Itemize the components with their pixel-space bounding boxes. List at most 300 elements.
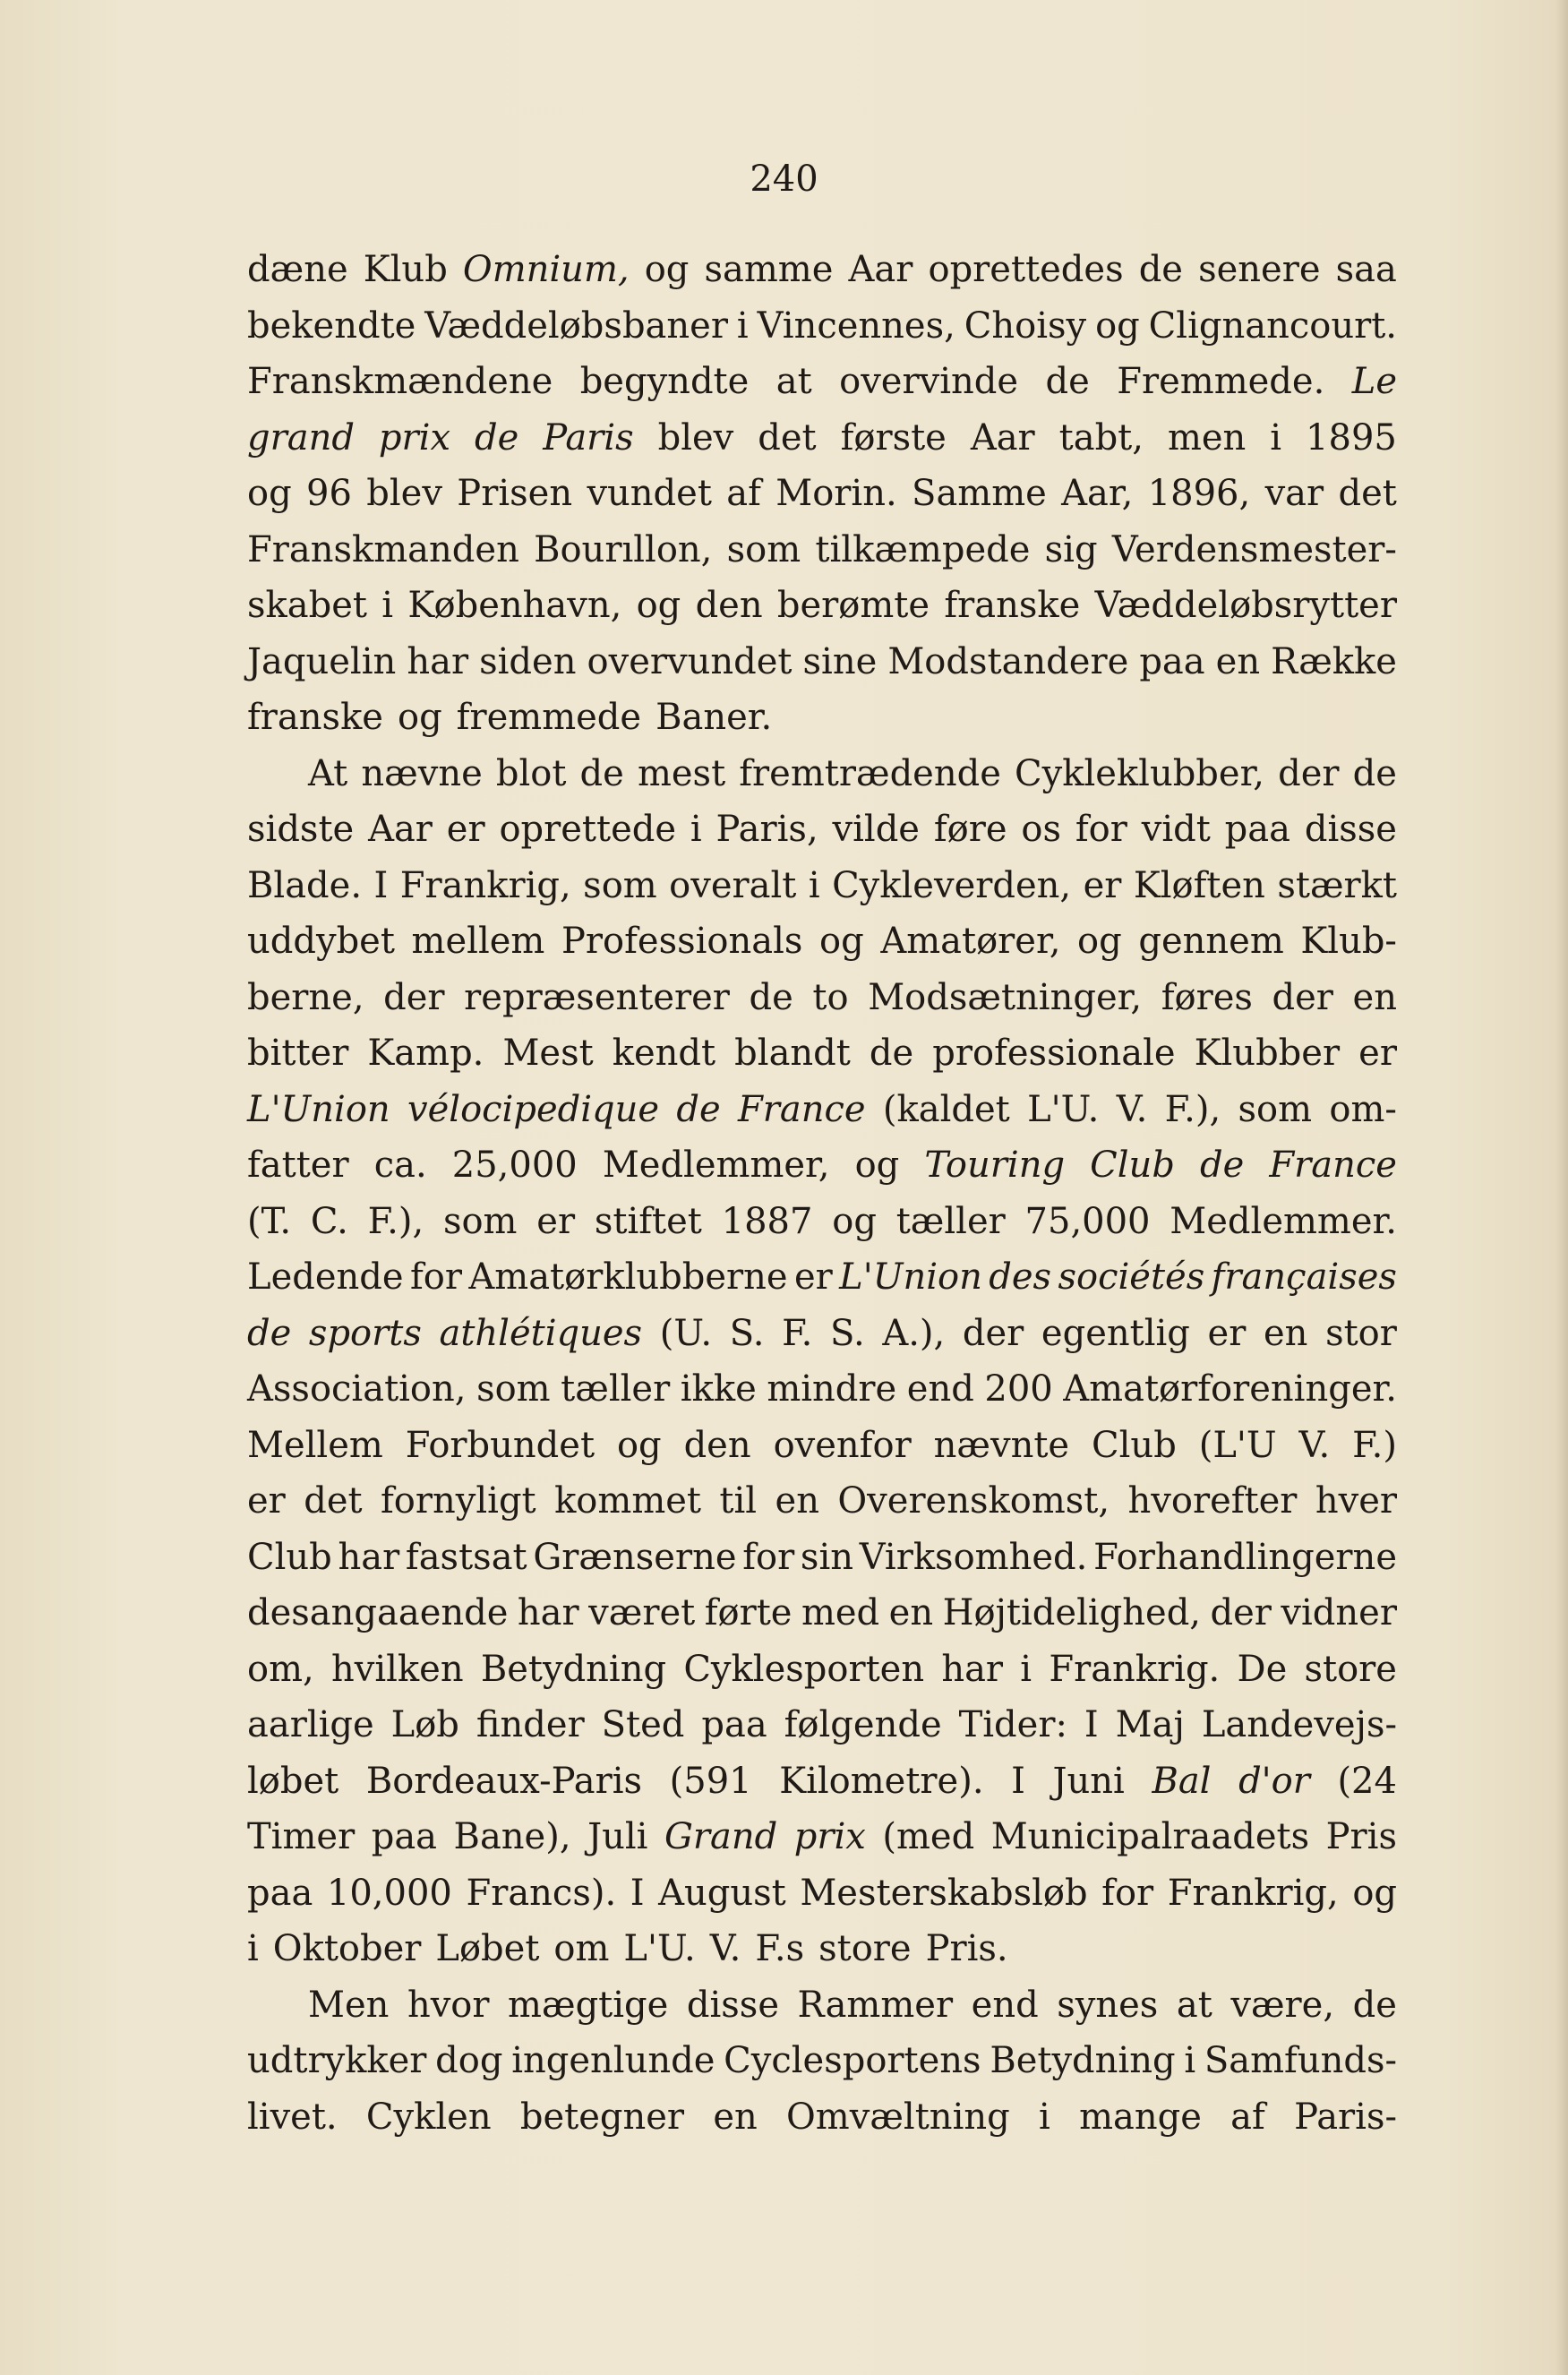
word: og [247,473,292,514]
word: af [726,473,761,514]
word: Blade. [247,864,363,906]
word: som [583,864,657,906]
text-line [247,1642,1397,1698]
italic-word: Paris [543,416,634,459]
word: og [1352,1872,1397,1914]
word: sig [1044,528,1098,570]
word: det [1338,473,1397,514]
word: der [1210,1592,1272,1633]
word: Bordeaux-Paris [365,1760,643,1802]
word: dæne [247,249,348,290]
word: blev [657,416,734,459]
word: fastsat [405,1536,527,1578]
word: Association, [247,1368,467,1410]
word: 10,000 [326,1872,452,1914]
italic-word: Le [1351,361,1397,402]
word: Timer [247,1816,356,1857]
word: sin [800,1536,854,1578]
word: stærkt [1277,864,1397,906]
word: Række [1271,640,1397,682]
word: Vincennes, [757,304,955,347]
word: (591 [669,1760,752,1802]
word: begyndte [579,361,750,402]
word: en [1215,640,1261,682]
word: og [854,1145,900,1186]
word: den [683,1424,751,1466]
word: de [1352,1984,1397,2026]
word: de [1138,249,1183,290]
word: og [636,585,681,626]
word: bitter [247,1033,349,1074]
word: Tider: [958,1704,1067,1745]
word: en [888,1592,934,1633]
word: de [749,976,793,1018]
word: F.) [1352,1424,1397,1466]
word: som [476,1368,551,1410]
word: Bane), [453,1816,571,1857]
word: udtrykker [247,2040,427,2081]
word: første [840,416,947,459]
word: store [818,1928,912,1969]
word: Aar [368,809,433,850]
word: F. [782,1312,813,1354]
word: Medlemmer. [1170,1200,1397,1242]
word: kommet [554,1480,701,1522]
word: 96 [306,473,352,514]
word: i [247,1928,259,1969]
word: end [971,1984,1039,2026]
word: Francs). [466,1872,617,1914]
text-line [247,1306,1397,1362]
word: om, [247,1648,314,1690]
italic-word: Bal [1152,1760,1212,1802]
word: Væddeløbsbaner [424,304,728,347]
word: 75,000 [1024,1200,1151,1242]
text-line [247,1249,1397,1306]
word: vundet [587,473,712,514]
word: tabt, [1058,416,1144,459]
word: Klubber [1194,1033,1341,1074]
word: om- [1329,1088,1397,1130]
word: er [247,1480,286,1522]
word: Men [308,1984,390,2026]
word: Klub- [1300,921,1397,962]
word: (U. [659,1312,713,1354]
word: Choisy [964,304,1087,347]
word: for [409,1256,462,1298]
word: dog [435,2040,503,2081]
word: egentlig [1041,1312,1190,1354]
word: at [1176,1984,1212,2026]
word: Væddeløbsrytter [1094,585,1397,626]
text-line [247,578,1397,634]
word: Professionals [561,921,803,962]
word: Verdensmester- [1111,528,1397,570]
word: Betydning [990,2040,1176,2081]
word: end [906,1368,974,1410]
word: Prisen [457,473,573,514]
word: Franskmanden [247,528,519,570]
word: Juni [1052,1760,1125,1802]
word: (24 [1337,1760,1397,1802]
word: Cyklen [365,2096,492,2138]
italic-word: L'Union [839,1256,982,1298]
word: har [407,640,469,682]
word: desangaaende [247,1592,509,1633]
word: Amatører, [880,921,1061,962]
word: det [304,1480,363,1522]
word: oprettede [499,809,677,850]
text-line [247,1753,1397,1810]
word: At [308,752,348,794]
text-line [247,522,1397,579]
text-line [247,913,1397,970]
word: en [713,2096,758,2138]
italic-word: de [474,416,519,459]
word: Virksomhed. [859,1536,1088,1578]
word: er [793,1256,833,1298]
italic-word: athlétiques [439,1312,643,1354]
word: førte [704,1592,793,1633]
word: saa [1335,249,1397,290]
word: F.s [755,1928,805,1969]
word: hvorefter [1127,1480,1298,1522]
italic-word: prix [793,1816,866,1857]
word: repræsenterer [464,976,730,1018]
word: fremtrædende [739,752,1001,794]
text-line [247,2033,1397,2089]
word: Kamp. [367,1033,484,1074]
text-line [247,1921,1397,1977]
word: Fremmede. [1117,361,1325,402]
word: Maj [1115,1704,1185,1745]
word: overvinde [839,361,1019,402]
italic-word: Omnium, [462,249,630,290]
word: kendt [612,1033,716,1074]
word: aarlige [247,1704,374,1745]
word: der [1272,976,1333,1018]
word: Bourıllon, [534,528,713,570]
word: der [1278,752,1340,794]
word: og [397,697,442,738]
word: tæller [561,1368,671,1410]
word: de [1045,361,1090,402]
word: finder [476,1704,585,1745]
italic-word: Club [1090,1145,1175,1186]
word: siden [479,640,577,682]
word: (med [882,1816,975,1857]
word: er [446,809,485,850]
word: og [616,1424,662,1466]
word: mægtige [508,1984,669,2026]
word: stiftet [594,1200,702,1242]
word: livet. [247,2096,338,2138]
word: løbet [247,1760,339,1802]
word: Grænserne [533,1536,737,1578]
word: Forbundet [405,1424,595,1466]
word: Jaquelin [247,640,397,682]
text-line [247,1865,1397,1922]
word: er [1083,864,1122,906]
word: bekendte [247,304,416,347]
word: Cykleverden, [832,864,1072,906]
word: Medlemmer, [602,1145,830,1186]
word: er [536,1200,576,1242]
text-line [247,1585,1397,1642]
word: professionale [932,1033,1176,1074]
word: paa [247,1872,313,1914]
word: og [644,249,690,290]
word: V. [1116,1088,1148,1130]
italic-word: sociétés [1058,1256,1205,1298]
word: 200 [984,1368,1053,1410]
word: har [517,1592,579,1633]
word: Clignancourt. [1148,304,1397,347]
word: blot [495,752,567,794]
word: de [579,752,624,794]
word: om [553,1928,610,1969]
word: Club [1092,1424,1177,1466]
word: Rammer [797,1984,954,2026]
word: de [1352,752,1397,794]
word: I [1011,1760,1025,1802]
word: af [1230,2096,1265,2138]
word: hvor [407,1984,490,2026]
word: Sted [601,1704,685,1745]
word: der [383,976,445,1018]
text-line [247,1137,1397,1194]
word: I [1084,1704,1099,1745]
text-line [247,298,1397,355]
word: blandt [734,1033,851,1074]
italic-word: de [247,1312,292,1354]
word: A.), [882,1312,946,1354]
word: Amatørklubberne [468,1256,788,1298]
text-line [247,1809,1397,1865]
word: os [1021,809,1061,850]
word: er [1207,1312,1247,1354]
word: og [1077,921,1122,962]
word: Højtidelighed, [942,1592,1202,1633]
word: Cyklesporten [683,1648,925,1690]
word: Juli [587,1816,648,1857]
word: Paris- [1294,2096,1397,2138]
word: Løbet [435,1928,540,1969]
word: 25,000 [451,1145,578,1186]
word: ca. [373,1145,427,1186]
word: er [1358,1033,1397,1074]
word: L'U. [1027,1088,1100,1130]
word: en [1352,976,1397,1018]
italic-word: sports [308,1312,422,1354]
word: S. [729,1312,765,1354]
word: disse [686,1984,779,2026]
word: Modstandere [887,640,1129,682]
word: Klub [363,249,448,290]
word: franske [247,697,383,738]
page-edge-shadow [1555,0,1568,2375]
italic-word: françaises [1211,1256,1397,1298]
word: Frankrig, [1167,1872,1339,1914]
word: i [1270,416,1282,459]
word: Samme [912,473,1047,514]
word: fatter [247,1145,349,1186]
word: Samfunds- [1204,2040,1397,2081]
italic-word: Grand [664,1816,778,1857]
word: berømte [776,585,930,626]
word: har [338,1536,400,1578]
word: Ledende [247,1256,404,1298]
word: Mest [502,1033,594,1074]
text-line [247,1194,1397,1250]
italic-word: de [1200,1145,1245,1186]
word: De [1237,1648,1288,1690]
italic-word: France [1269,1145,1397,1186]
word: paa [371,1816,438,1857]
word: mange [1079,2096,1202,2138]
word: 1887 [721,1200,813,1242]
word: en [775,1480,819,1522]
word: Amatørforeninger. [1063,1368,1397,1410]
word: (T. [247,1200,292,1242]
word: og [819,921,864,962]
text-line [247,410,1397,467]
word: Frankrig, [399,864,571,906]
word: den [695,585,763,626]
word: store [1304,1648,1397,1690]
word: vidner [1281,1592,1397,1633]
word: overvundet [587,640,793,682]
italic-word: L'Union [247,1088,390,1130]
word: at [775,361,812,402]
word: Club [247,1536,332,1578]
word: Overenskomst, [837,1480,1110,1522]
word: 1896, [1147,473,1251,514]
italic-word: prix [378,416,450,459]
body-text [247,242,1397,2145]
word: L'U. [623,1928,696,1969]
word: betegner [519,2096,685,2138]
text-line [247,746,1397,802]
italic-word: Touring [924,1145,1066,1186]
word: været [588,1592,696,1633]
word: og [1095,304,1140,347]
word: V. [709,1928,741,1969]
word: Kløften [1133,864,1265,906]
word: for [742,1536,795,1578]
word: som [442,1200,518,1242]
word: fornyligt [381,1480,536,1522]
word: ingenlunde [511,2040,715,2081]
word: Omvæltning [786,2096,1010,2138]
italic-word: d'or [1238,1760,1310,1802]
word: de [869,1033,914,1074]
word: I [373,864,389,906]
word: Løb [390,1704,459,1745]
word: Mesterskabsløb [800,1872,1088,1914]
word: men [1167,416,1247,459]
word: samme [704,249,834,290]
word: som [726,528,801,570]
word: Aar, [1061,473,1134,514]
word: Landevejs- [1201,1704,1397,1745]
word: S. [829,1312,865,1354]
text-line [247,690,1397,746]
word: nævne [361,752,483,794]
word: følgende [784,1704,942,1745]
word: Betydning [480,1648,667,1690]
word: Oktober [272,1928,422,1969]
word: Morin. [775,473,897,514]
word: og [832,1200,877,1242]
word: som [1238,1088,1313,1130]
word: skabet [247,585,367,626]
text-line [247,354,1397,410]
word: i [808,864,820,906]
word: Frankrig. [1049,1648,1221,1690]
word: Cyclesportens [724,2040,981,2081]
text-line [247,1473,1397,1530]
word: i [1020,1648,1032,1690]
word: franske [944,585,1081,626]
word: synes [1057,1984,1159,2026]
word: mellem [411,921,545,962]
text-line [247,242,1397,298]
page-number: 240 [750,159,818,200]
word: være, [1230,1984,1335,2026]
text-line [247,1697,1397,1753]
word: Modsætninger, [868,976,1143,1018]
word: Pris. [925,1928,1008,1969]
word: V. [1298,1424,1331,1466]
word: har [941,1648,1004,1690]
word: overalt [669,864,797,906]
word: sidste [247,809,355,850]
word: Cykleklubber, [1015,752,1265,794]
text-line [247,466,1397,522]
text-line [247,2089,1397,2146]
word: for [1075,809,1127,850]
word: Aar [848,249,913,290]
word: mest [637,752,726,794]
word: to [812,976,849,1018]
word: i [690,809,702,850]
word: berne, [247,976,364,1018]
word: 1895 [1306,416,1397,459]
word: disse [1304,809,1397,850]
italic-word: vélocipedique [407,1088,660,1130]
word: det [758,416,817,459]
word: med [801,1592,880,1633]
word: sine [802,640,878,682]
word: F.), [367,1200,424,1242]
text-line [247,1418,1397,1474]
word: føre [933,809,1007,850]
word: i [1184,2040,1196,2081]
text-line [247,970,1397,1026]
word: Franskmændene [247,361,553,402]
word: for [1101,1872,1154,1914]
word: (kaldet [882,1088,1010,1130]
word: der [962,1312,1024,1354]
word: en [1263,1312,1308,1354]
word: København, [407,585,622,626]
word: til [719,1480,758,1522]
word: paa [701,1704,767,1745]
word: fremmede [456,697,642,738]
word: mindre [767,1368,897,1410]
text-line [247,1025,1397,1082]
